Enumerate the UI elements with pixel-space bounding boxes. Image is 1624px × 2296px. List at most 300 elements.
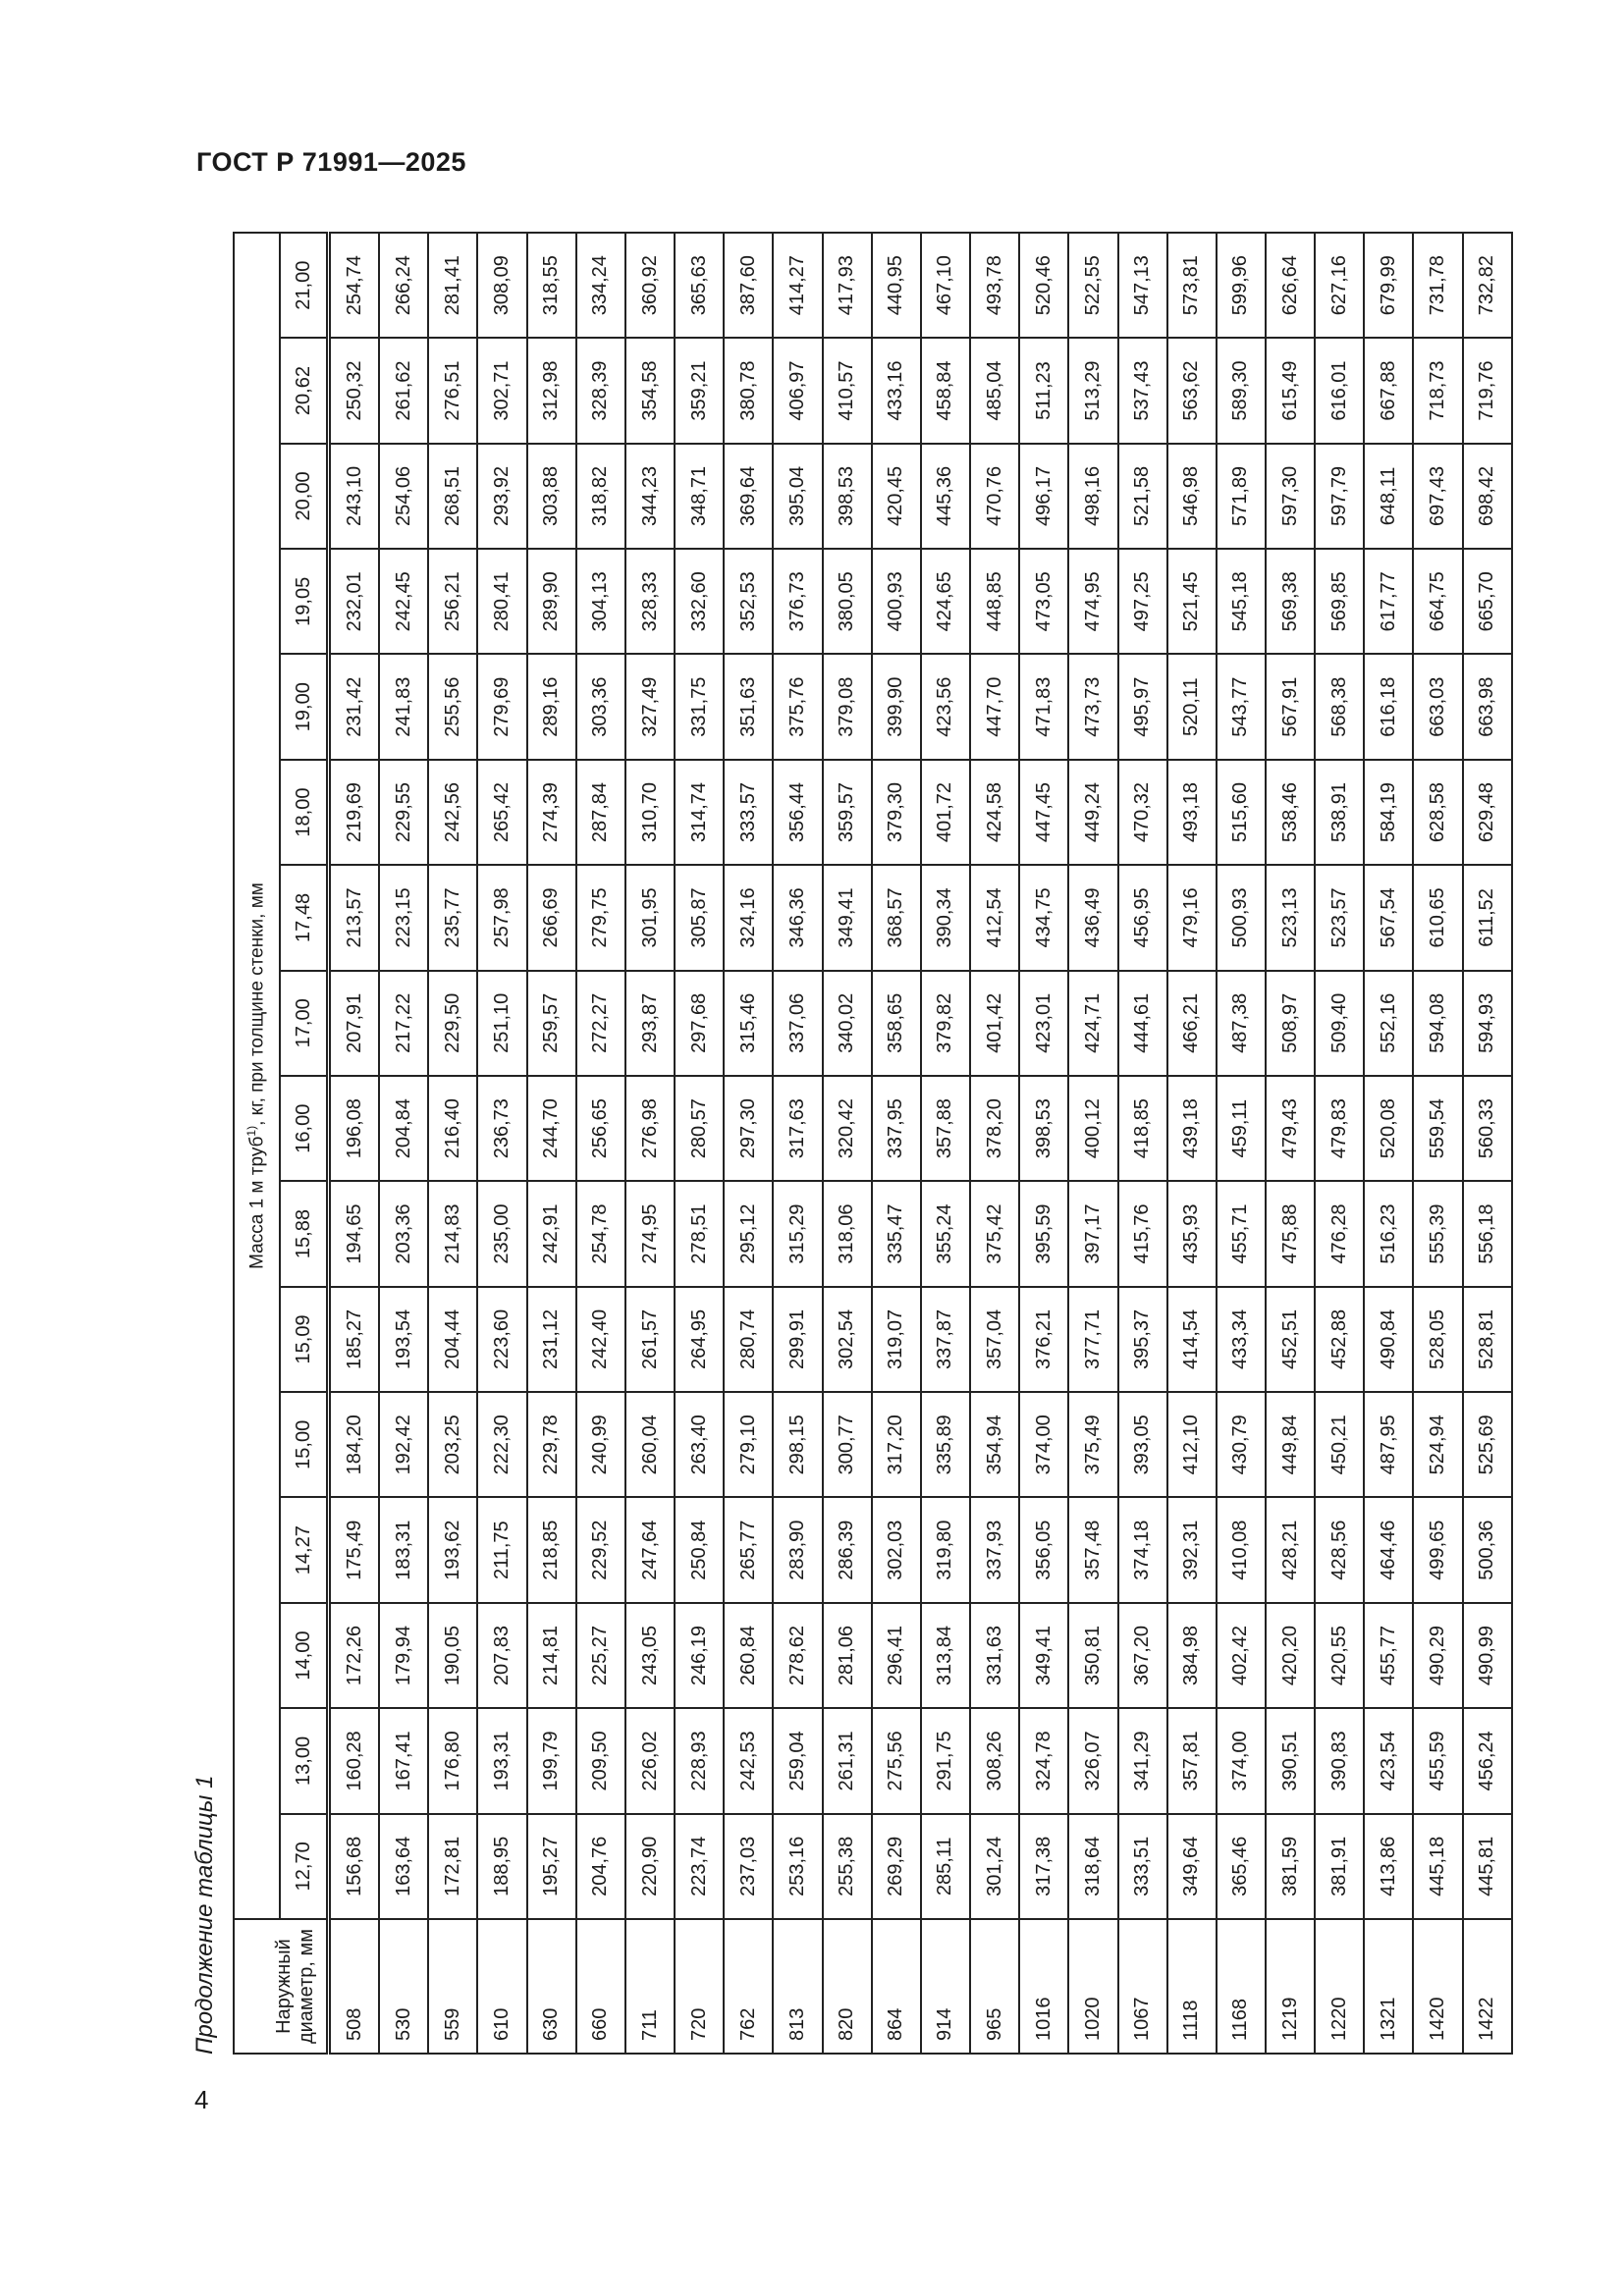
mass-value-cell: 594,93 [1463,971,1512,1076]
mass-value-cell: 213,57 [329,865,380,970]
mass-value-cell: 452,88 [1315,1287,1364,1392]
mass-value-cell: 496,17 [1019,444,1068,549]
mass-value-cell: 524,94 [1413,1392,1462,1497]
mass-value-cell: 255,38 [823,1814,872,1919]
mass-value-cell: 487,95 [1364,1392,1413,1497]
mass-value-cell: 302,71 [477,338,526,443]
mass-value-cell: 299,91 [773,1287,822,1392]
mass-value-cell: 219,69 [329,760,380,865]
mass-value-cell: 698,42 [1463,444,1512,549]
mass-value-cell: 567,91 [1266,655,1315,760]
mass-value-cell: 379,82 [921,971,970,1076]
mass-value-cell: 331,63 [970,1603,1019,1708]
mass-value-cell: 278,62 [773,1603,822,1708]
mass-value-cell: 293,92 [477,444,526,549]
mass-value-cell: 204,44 [428,1287,477,1392]
mass-value-cell: 286,39 [823,1498,872,1603]
mass-value-cell: 319,07 [872,1287,921,1392]
mass-value-cell: 229,52 [576,1498,625,1603]
mass-value-cell: 420,55 [1315,1603,1364,1708]
thickness-header-cell: 19,00 [280,655,329,760]
mass-value-cell: 337,87 [921,1287,970,1392]
mass-value-cell: 398,53 [823,444,872,549]
mass-value-cell: 207,83 [477,1603,526,1708]
mass-value-cell: 450,21 [1315,1392,1364,1497]
mass-value-cell: 423,01 [1019,971,1068,1076]
mass-value-cell: 266,24 [379,233,428,338]
mass-value-cell: 365,46 [1217,1814,1266,1919]
mass-value-cell: 375,42 [970,1181,1019,1286]
mass-value-cell: 360,92 [625,233,675,338]
mass-value-cell: 436,49 [1068,865,1117,970]
mass-value-cell: 324,78 [1019,1708,1068,1813]
outer-diameter-cell: 630 [527,1919,576,2054]
mass-value-cell: 349,41 [823,865,872,970]
table-caption: Продолжение таблицы 1 [191,1775,218,2055]
mass-value-cell: 334,24 [576,233,625,338]
mass-value-cell: 556,18 [1463,1181,1512,1286]
mass-value-cell: 513,29 [1068,338,1117,443]
mass-value-cell: 414,27 [773,233,822,338]
mass-value-cell: 203,36 [379,1181,428,1286]
mass-value-cell: 260,84 [724,1603,773,1708]
mass-value-cell: 304,13 [576,549,625,654]
mass-value-cell: 445,36 [921,444,970,549]
mass-value-cell: 616,01 [1315,338,1364,443]
mass-value-cell: 156,68 [329,1814,380,1919]
mass-value-cell: 303,36 [576,655,625,760]
mass-value-cell: 280,41 [477,549,526,654]
mass-value-cell: 333,51 [1118,1814,1167,1919]
mass-value-cell: 375,49 [1068,1392,1117,1497]
mass-value-cell: 279,10 [724,1392,773,1497]
mass-value-cell: 412,54 [970,865,1019,970]
mass-value-cell: 433,16 [872,338,921,443]
outer-diameter-cell: 1020 [1068,1919,1117,2054]
mass-value-cell: 337,93 [970,1498,1019,1603]
mass-value-cell: 303,88 [527,444,576,549]
mass-value-cell: 261,57 [625,1287,675,1392]
mass-value-cell: 313,84 [921,1603,970,1708]
outer-diameter-cell: 508 [329,1919,380,2054]
mass-value-cell: 193,62 [428,1498,477,1603]
mass-value-cell: 256,21 [428,549,477,654]
mass-value-cell: 413,86 [1364,1814,1413,1919]
mass-value-cell: 357,48 [1068,1498,1117,1603]
mass-value-cell: 679,99 [1364,233,1413,338]
mass-value-cell: 243,05 [625,1603,675,1708]
mass-value-cell: 317,20 [872,1392,921,1497]
mass-value-cell: 207,91 [329,971,380,1076]
table-row [329,233,380,2054]
mass-header-text: Масса 1 м труб [246,1136,268,1269]
mass-value-cell: 280,57 [675,1076,724,1181]
mass-value-cell: 423,56 [921,655,970,760]
mass-value-cell: 367,20 [1118,1603,1167,1708]
table-row [823,233,872,2054]
mass-value-cell: 430,79 [1217,1392,1266,1497]
mass-value-cell: 253,16 [773,1814,822,1919]
outer-diameter-cell: 1016 [1019,1919,1068,2054]
mass-value-cell: 315,46 [724,971,773,1076]
mass-value-cell: 374,00 [1217,1708,1266,1813]
thickness-header-cell: 15,00 [280,1392,329,1497]
outer-diameter-cell: 1422 [1463,1919,1512,2054]
mass-value-cell: 509,40 [1315,971,1364,1076]
mass-value-cell: 594,08 [1413,971,1462,1076]
mass-value-cell: 265,77 [724,1498,773,1603]
table-row [1217,233,1266,2054]
mass-value-cell: 179,94 [379,1603,428,1708]
mass-value-cell: 276,98 [625,1076,675,1181]
mass-value-cell: 479,83 [1315,1076,1364,1181]
mass-value-cell: 199,79 [527,1708,576,1813]
mass-value-cell: 176,80 [428,1708,477,1813]
mass-value-cell: 204,84 [379,1076,428,1181]
mass-value-cell: 424,65 [921,549,970,654]
thickness-header-cell: 17,00 [280,971,329,1076]
mass-value-cell: 328,33 [625,549,675,654]
outer-diameter-cell: 864 [872,1919,921,2054]
mass-value-cell: 627,16 [1315,233,1364,338]
mass-value-cell: 493,78 [970,233,1019,338]
mass-value-cell: 236,73 [477,1076,526,1181]
mass-value-cell: 297,68 [675,971,724,1076]
mass-value-cell: 399,90 [872,655,921,760]
mass-value-cell: 428,21 [1266,1498,1315,1603]
mass-value-cell: 263,40 [675,1392,724,1497]
thickness-header-cell: 18,00 [280,760,329,865]
mass-value-cell: 344,23 [625,444,675,549]
mass-value-cell: 242,45 [379,549,428,654]
mass-value-cell: 498,16 [1068,444,1117,549]
mass-value-cell: 398,53 [1019,1076,1068,1181]
table-row [1118,233,1167,2054]
mass-value-cell: 193,54 [379,1287,428,1392]
mass-value-cell: 242,40 [576,1287,625,1392]
mass-value-cell: 247,64 [625,1498,675,1603]
mass-value-cell: 257,98 [477,865,526,970]
mass-value-cell: 280,74 [724,1287,773,1392]
mass-value-cell: 525,69 [1463,1392,1512,1497]
mass-value-cell: 235,00 [477,1181,526,1286]
table-row [1463,233,1512,2054]
mass-value-cell: 185,27 [329,1287,380,1392]
mass-value-cell: 447,45 [1019,760,1068,865]
mass-value-cell: 515,60 [1217,760,1266,865]
mass-value-cell: 289,90 [527,549,576,654]
mass-table-container [233,232,1513,2055]
mass-value-cell: 194,65 [329,1181,380,1286]
mass-value-cell: 378,20 [970,1076,1019,1181]
mass-value-cell: 418,85 [1118,1076,1167,1181]
mass-value-cell: 374,18 [1118,1498,1167,1603]
mass-value-cell: 412,10 [1167,1392,1217,1497]
mass-value-cell: 244,70 [527,1076,576,1181]
mass-value-cell: 281,06 [823,1603,872,1708]
table-row [625,233,675,2054]
table-row [379,233,428,2054]
mass-value-cell: 368,57 [872,865,921,970]
outer-diameter-cell: 660 [576,1919,625,2054]
mass-value-cell: 401,72 [921,760,970,865]
mass-value-cell: 242,53 [724,1708,773,1813]
mass-value-cell: 235,77 [428,865,477,970]
mass-value-cell: 223,74 [675,1814,724,1919]
mass-value-cell: 718,73 [1413,338,1462,443]
mass-value-cell: 349,41 [1019,1603,1068,1708]
mass-header-suffix: , кг, при толщине стенки, мм [246,882,268,1126]
mass-value-cell: 629,48 [1463,760,1512,865]
mass-value-cell: 395,37 [1118,1287,1167,1392]
table-row [1019,233,1068,2054]
mass-value-cell: 335,47 [872,1181,921,1286]
mass-value-cell: 445,81 [1463,1814,1512,1919]
mass-value-cell: 204,76 [576,1814,625,1919]
mass-value-cell: 352,53 [724,549,773,654]
mass-value-cell: 552,16 [1364,971,1413,1076]
mass-value-cell: 464,46 [1364,1498,1413,1603]
mass-value-cell: 293,87 [625,971,675,1076]
mass-value-cell: 567,54 [1364,865,1413,970]
mass-value-cell: 242,91 [527,1181,576,1286]
mass-value-cell: 301,95 [625,865,675,970]
mass-value-cell: 599,96 [1217,233,1266,338]
mass-value-cell: 222,30 [477,1392,526,1497]
page-number: 4 [194,2085,209,2114]
outer-diameter-cell: 1219 [1266,1919,1315,2054]
outer-diameter-cell: 720 [675,1919,724,2054]
mass-value-cell: 160,28 [329,1708,380,1813]
mass-value-cell: 528,05 [1413,1287,1462,1392]
mass-value-cell: 452,51 [1266,1287,1315,1392]
mass-value-cell: 318,64 [1068,1814,1117,1919]
mass-value-cell: 223,60 [477,1287,526,1392]
mass-value-cell: 520,08 [1364,1076,1413,1181]
mass-value-cell: 259,04 [773,1708,822,1813]
mass-value-cell: 697,43 [1413,444,1462,549]
mass-value-cell: 470,76 [970,444,1019,549]
mass-value-cell: 301,24 [970,1814,1019,1919]
table-row [1413,233,1462,2054]
mass-value-cell: 328,39 [576,338,625,443]
mass-value-cell: 259,57 [527,971,576,1076]
mass-value-cell: 296,41 [872,1603,921,1708]
outer-diameter-cell: 1220 [1315,1919,1364,2054]
mass-value-cell: 255,56 [428,655,477,760]
mass-value-cell: 225,27 [576,1603,625,1708]
mass-value-cell: 545,18 [1217,549,1266,654]
mass-value-cell: 350,81 [1068,1603,1117,1708]
mass-value-cell: 381,59 [1266,1814,1315,1919]
mass-value-cell: 217,22 [379,971,428,1076]
mass-value-cell: 216,40 [428,1076,477,1181]
mass-value-cell: 440,95 [872,233,921,338]
mass-value-cell: 326,07 [1068,1708,1117,1813]
mass-value-cell: 445,18 [1413,1814,1462,1919]
mass-value-cell: 732,82 [1463,233,1512,338]
mass-value-cell: 664,75 [1413,549,1462,654]
mass-value-cell: 172,26 [329,1603,380,1708]
mass-value-cell: 337,95 [872,1076,921,1181]
mass-value-cell: 628,58 [1413,760,1462,865]
mass-value-cell: 229,55 [379,760,428,865]
mass-value-cell: 287,84 [576,760,625,865]
mass-value-cell: 254,06 [379,444,428,549]
mass-value-cell: 289,16 [527,655,576,760]
mass-value-cell: 232,01 [329,549,380,654]
mass-value-cell: 522,55 [1068,233,1117,338]
mass-value-cell: 279,69 [477,655,526,760]
mass-value-cell: 521,45 [1167,549,1217,654]
mass-value-cell: 327,49 [625,655,675,760]
mass-value-cell: 499,65 [1413,1498,1462,1603]
mass-value-cell: 589,30 [1217,338,1266,443]
mass-value-cell: 308,09 [477,233,526,338]
thickness-header-cell: 13,00 [280,1708,329,1813]
mass-value-cell: 184,20 [329,1392,380,1497]
mass-value-cell: 423,54 [1364,1708,1413,1813]
mass-value-cell: 459,11 [1217,1076,1266,1181]
table-row [1266,233,1315,2054]
mass-value-cell: 188,95 [477,1814,526,1919]
mass-value-cell: 571,89 [1217,444,1266,549]
mass-value-cell: 470,32 [1118,760,1167,865]
mass-value-cell: 172,81 [428,1814,477,1919]
mass-value-cell: 374,00 [1019,1392,1068,1497]
mass-value-cell: 220,90 [625,1814,675,1919]
mass-value-cell: 516,23 [1364,1181,1413,1286]
mass-value-cell: 473,73 [1068,655,1117,760]
mass-value-cell: 231,42 [329,655,380,760]
mass-value-cell: 298,15 [773,1392,822,1497]
mass-value-cell: 420,20 [1266,1603,1315,1708]
mass-value-cell: 424,58 [970,760,1019,865]
outer-diameter-cell: 610 [477,1919,526,2054]
mass-value-cell: 214,83 [428,1181,477,1286]
table-header-row [234,233,280,2054]
mass-value-cell: 226,02 [625,1708,675,1813]
mass-value-cell: 265,42 [477,760,526,865]
table-row [1315,233,1364,2054]
mass-value-cell: 333,57 [724,760,773,865]
mass-value-cell: 424,71 [1068,971,1117,1076]
mass-value-cell: 359,57 [823,760,872,865]
table-row [1167,233,1217,2054]
mass-value-cell: 473,05 [1019,549,1068,654]
mass-value-cell: 266,69 [527,865,576,970]
mass-value-cell: 455,59 [1413,1708,1462,1813]
mass-value-cell: 211,75 [477,1498,526,1603]
thickness-header-cell: 14,27 [280,1498,329,1603]
mass-value-cell: 269,29 [872,1814,921,1919]
mass-value-cell: 511,23 [1019,338,1068,443]
table-row [576,233,625,2054]
mass-value-cell: 559,54 [1413,1076,1462,1181]
mass-value-cell: 193,31 [477,1708,526,1813]
thickness-header-cell: 14,00 [280,1603,329,1708]
mass-value-cell: 297,30 [724,1076,773,1181]
mass-value-cell: 479,16 [1167,865,1217,970]
mass-value-cell: 209,50 [576,1708,625,1813]
mass-value-cell: 569,38 [1266,549,1315,654]
mass-value-cell: 354,58 [625,338,675,443]
table-row [1364,233,1413,2054]
mass-value-cell: 365,63 [675,233,724,338]
mass-value-cell: 667,88 [1364,338,1413,443]
mass-value-cell: 719,76 [1463,338,1512,443]
mass-value-cell: 648,11 [1364,444,1413,549]
mass-value-cell: 381,91 [1315,1814,1364,1919]
mass-value-cell: 400,12 [1068,1076,1117,1181]
mass-value-cell: 555,39 [1413,1181,1462,1286]
mass-value-cell: 319,80 [921,1498,970,1603]
mass-value-cell: 626,64 [1266,233,1315,338]
mass-value-cell: 410,08 [1217,1498,1266,1603]
mass-value-cell: 449,24 [1068,760,1117,865]
mass-value-cell: 268,51 [428,444,477,549]
mass-value-cell: 401,42 [970,971,1019,1076]
mass-value-cell: 240,99 [576,1392,625,1497]
outer-diameter-cell: 1118 [1167,1919,1217,2054]
mass-value-cell: 376,73 [773,549,822,654]
mass-value-cell: 379,30 [872,760,921,865]
mass-value-cell: 543,77 [1217,655,1266,760]
mass-value-cell: 310,70 [625,760,675,865]
mass-value-cell: 384,98 [1167,1603,1217,1708]
mass-value-cell: 358,65 [872,971,921,1076]
mass-value-cell: 231,12 [527,1287,576,1392]
thickness-header-cell: 15,09 [280,1287,329,1392]
mass-value-cell: 392,31 [1167,1498,1217,1603]
mass-value-cell: 597,79 [1315,444,1364,549]
mass-value-cell: 456,24 [1463,1708,1512,1813]
table-row [428,233,477,2054]
mass-value-cell: 375,76 [773,655,822,760]
document-title: ГОСТ Р 71991—2025 [196,147,466,177]
mass-value-cell: 274,39 [527,760,576,865]
mass-value-cell: 320,42 [823,1076,872,1181]
mass-value-cell: 597,30 [1266,444,1315,549]
mass-value-cell: 260,04 [625,1392,675,1497]
mass-value-cell: 731,78 [1413,233,1462,338]
mass-value-cell: 357,04 [970,1287,1019,1392]
mass-value-cell: 458,84 [921,338,970,443]
mass-value-cell: 346,36 [773,865,822,970]
mass-value-cell: 568,38 [1315,655,1364,760]
mass-value-cell: 218,85 [527,1498,576,1603]
table-row [675,233,724,2054]
mass-value-cell: 475,88 [1266,1181,1315,1286]
outer-diameter-cell: 1420 [1413,1919,1462,2054]
mass-value-cell: 393,05 [1118,1392,1167,1497]
mass-value-cell: 243,10 [329,444,380,549]
mass-value-cell: 369,64 [724,444,773,549]
mass-value-cell: 183,31 [379,1498,428,1603]
mass-value-cell: 337,06 [773,971,822,1076]
mass-value-cell: 466,21 [1167,971,1217,1076]
mass-value-cell: 508,97 [1266,971,1315,1076]
mass-value-cell: 275,56 [872,1708,921,1813]
mass-value-cell: 332,60 [675,549,724,654]
mass-value-cell: 340,02 [823,971,872,1076]
mass-value-cell: 433,34 [1217,1287,1266,1392]
mass-value-cell: 264,95 [675,1287,724,1392]
mass-value-cell: 456,95 [1118,865,1167,970]
outer-diameter-cell: 711 [625,1919,675,2054]
outer-diameter-cell: 1168 [1217,1919,1266,2054]
mass-value-cell: 448,85 [970,549,1019,654]
